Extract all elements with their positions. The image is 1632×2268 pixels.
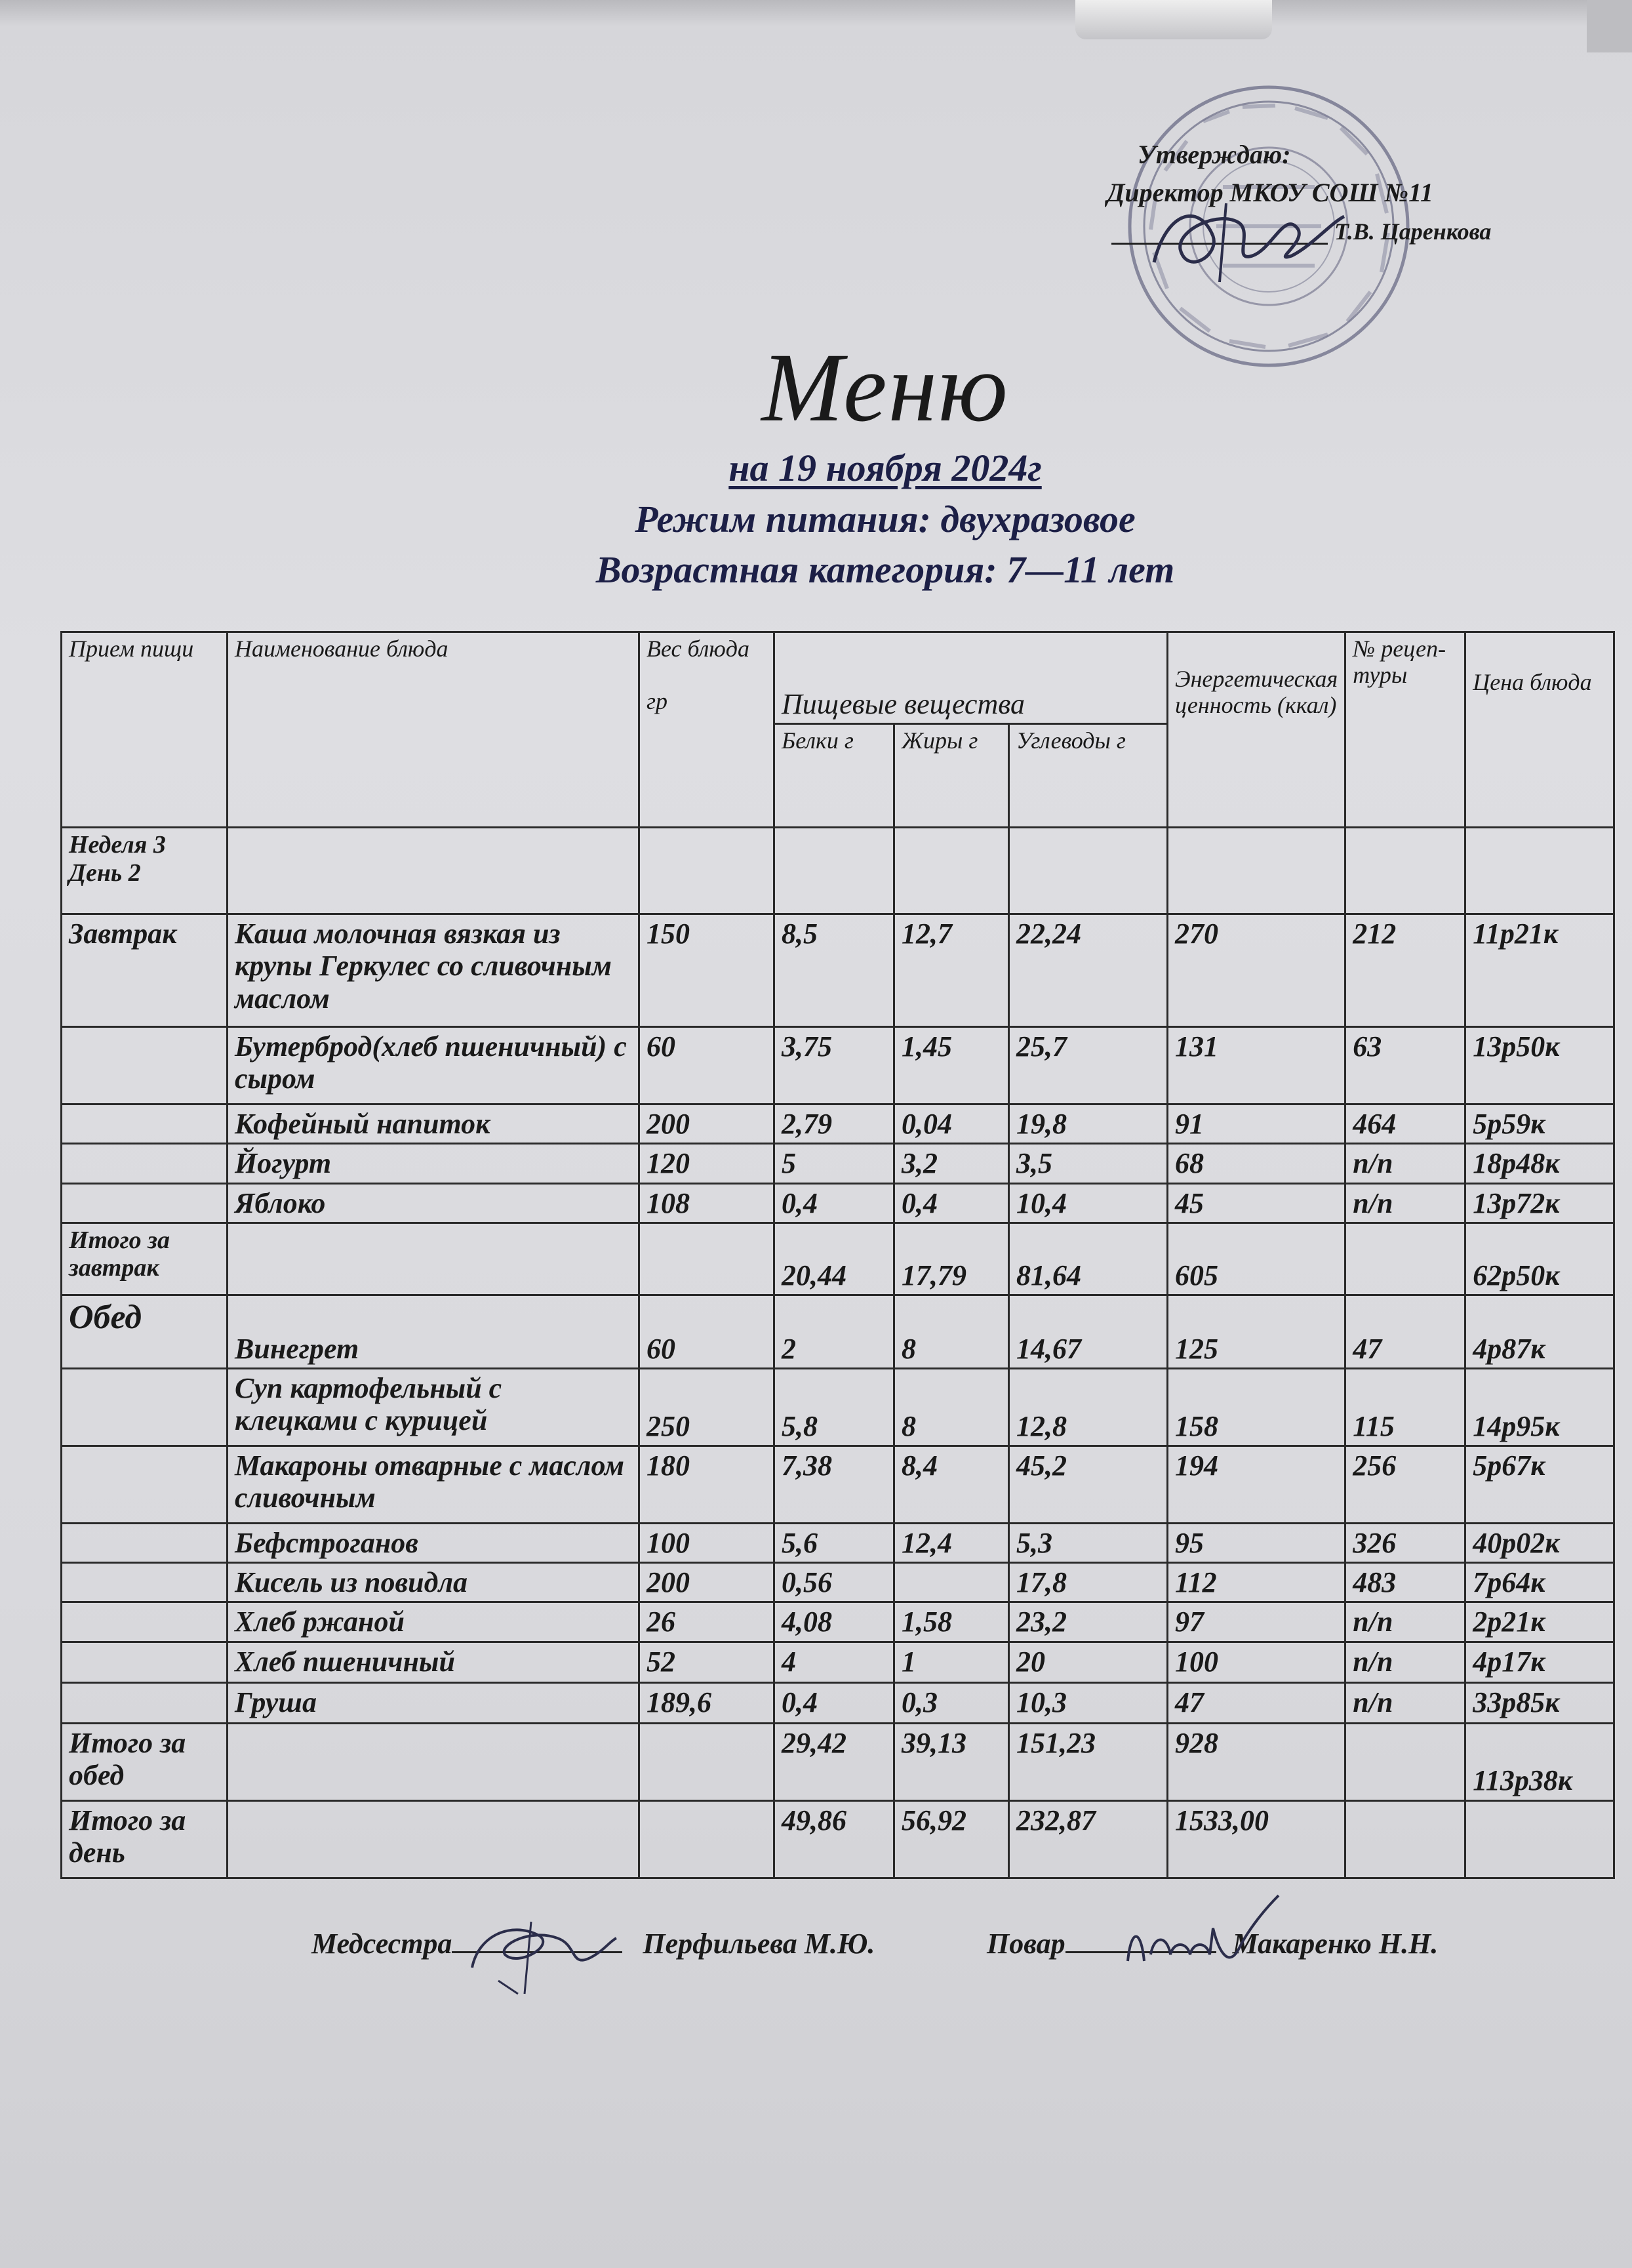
dish-weight: 100 [639,1523,774,1562]
dish-recipe: 63 [1345,1027,1465,1104]
dish-weight: 150 [639,914,774,1027]
dish-energy: 158 [1168,1368,1345,1446]
dish-weight: 180 [639,1446,774,1523]
table-row [62,1682,1614,1723]
breakfast-total-row [62,1223,1614,1295]
dish-weight: 200 [639,1104,774,1144]
table-row [62,1446,1614,1523]
breakfast-total-label: Итого за завтрак [62,1223,228,1295]
dish-weight: 189,6 [639,1682,774,1723]
dish-weight: 108 [639,1183,774,1223]
table-row [62,1027,1614,1104]
meal-label-lunch: Обед [62,1295,228,1368]
binder-edge [1587,0,1632,52]
nurse-name: Перфильева М.Ю. [643,1928,875,1960]
dish-name: Макароны отварные с маслом сливочным [228,1446,639,1523]
dish-protein: 4,08 [774,1602,894,1642]
dish-energy: 194 [1168,1446,1345,1523]
lunch-total-row [62,1723,1614,1800]
dish-energy: 91 [1168,1104,1345,1144]
dish-price: 11р21к [1465,914,1614,1027]
dish-carbs: 10,3 [1009,1682,1168,1723]
dish-weight: 60 [639,1295,774,1368]
dish-name: Винегрет [228,1295,639,1368]
dish-protein: 3,75 [774,1027,894,1104]
binder-clip [1075,0,1272,39]
dish-energy: 112 [1168,1563,1345,1602]
dish-protein: 5 [774,1144,894,1183]
header-weight-unit: гр [647,688,668,715]
dish-fat: 12,7 [894,914,1009,1027]
dish-recipe: п/п [1345,1183,1465,1223]
dish-fat: 3,2 [894,1144,1009,1183]
dish-carbs: 17,8 [1009,1563,1168,1602]
cook-signature [1115,1889,1285,2000]
day-label: День 2 [69,859,141,887]
table-row [62,1183,1614,1223]
dish-fat: 8 [894,1368,1009,1446]
menu-table [60,631,1615,1879]
day-total-row [62,1800,1614,1878]
meal-label-breakfast: Завтрак [62,914,228,1027]
dish-fat [894,1563,1009,1602]
dish-fat: 8 [894,1295,1009,1368]
dish-weight: 60 [639,1027,774,1104]
dish-name: Яблоко [228,1183,639,1223]
dish-weight: 250 [639,1368,774,1446]
dish-name: Бефстроганов [228,1523,639,1562]
menu-date: на 19 ноября 2024г [728,447,1042,489]
dish-price: 18р48к [1465,1144,1614,1183]
dish-price: 13р50к [1465,1027,1614,1104]
dish-energy: 270 [1168,914,1345,1027]
table-row [62,914,1614,1027]
paper-shadow [0,0,1632,26]
dish-protein: 5,8 [774,1368,894,1446]
lunch-total-label: Итого за обед [62,1723,228,1800]
dish-name: Каша молочная вязкая из крупы Геркулес со сливочным маслом [228,914,639,1027]
dish-carbs: 12,8 [1009,1368,1168,1446]
header-price: Цена блюда [1465,632,1614,828]
dish-carbs: 10,4 [1009,1183,1168,1223]
dish-energy: 97 [1168,1602,1345,1642]
dish-recipe: 47 [1345,1295,1465,1368]
header-fat: Жиры г [894,724,1009,828]
total-energy: 928 [1168,1723,1345,1800]
header-protein: Белки г [774,724,894,828]
dish-carbs: 3,5 [1009,1144,1168,1183]
dish-protein: 0,4 [774,1682,894,1723]
day-total-energy: 1533,00 [1168,1800,1345,1878]
dish-name: Суп картофельный с клецками с курицей [228,1368,639,1446]
dish-carbs: 20 [1009,1642,1168,1682]
table-row [62,1563,1614,1602]
dish-fat: 0,04 [894,1104,1009,1144]
table-row [62,1104,1614,1144]
director-signature [1141,184,1351,289]
dish-protein: 8,5 [774,914,894,1027]
day-total-carbs: 232,87 [1009,1800,1168,1878]
dish-recipe: 256 [1345,1446,1465,1523]
dish-price: 4р17к [1465,1642,1614,1682]
cook-name: Макаренко Н.Н. [1232,1928,1439,1960]
table-row [62,1368,1614,1446]
dish-price: 14р95к [1465,1368,1614,1446]
dish-carbs: 19,8 [1009,1104,1168,1144]
dish-name: Хлеб ржаной [228,1602,639,1642]
dish-energy: 47 [1168,1682,1345,1723]
dish-carbs: 5,3 [1009,1523,1168,1562]
total-price: 113р38к [1465,1723,1614,1800]
approval-name: Т.В. Царенкова [1334,218,1492,245]
dish-fat: 1 [894,1642,1009,1682]
dish-energy: 45 [1168,1183,1345,1223]
dish-fat: 8,4 [894,1446,1009,1523]
dish-weight: 120 [639,1144,774,1183]
dish-carbs: 23,2 [1009,1602,1168,1642]
age-category: Возрастная категория: 7—11 лет [595,548,1175,591]
dish-price: 5р59к [1465,1104,1614,1144]
dish-protein: 2,79 [774,1104,894,1144]
dish-protein: 7,38 [774,1446,894,1523]
dish-price: 40р02к [1465,1523,1614,1562]
approval-heading: Утверждаю: [1138,140,1291,169]
approval-position: Директор МКОУ СОШ №11 [1107,178,1433,207]
dish-name: Груша [228,1682,639,1723]
dish-name: Бутерброд(хлеб пшеничный) с сыром [228,1027,639,1104]
day-total-label: Итого за день [62,1800,228,1878]
day-total-fat: 56,92 [894,1800,1009,1878]
table-row [62,1295,1614,1368]
dish-fat: 1,45 [894,1027,1009,1104]
total-protein: 20,44 [774,1223,894,1295]
dish-price: 5р67к [1465,1446,1614,1523]
dish-recipe: 326 [1345,1523,1465,1562]
dish-protein: 0,56 [774,1563,894,1602]
dish-fat: 0,3 [894,1682,1009,1723]
day-total-protein: 49,86 [774,1800,894,1878]
dish-name: Хлеб пшеничный [228,1642,639,1682]
dish-weight: 200 [639,1563,774,1602]
dish-price: 33р85к [1465,1682,1614,1723]
dish-protein: 0,4 [774,1183,894,1223]
dish-recipe: п/п [1345,1642,1465,1682]
week-row [62,828,1614,914]
dish-price: 7р64к [1465,1563,1614,1602]
header-recipe: № рецеп-туры [1345,632,1465,828]
dish-recipe: 115 [1345,1368,1465,1446]
table-row [62,1523,1614,1562]
dish-carbs: 45,2 [1009,1446,1168,1523]
dish-carbs: 14,67 [1009,1295,1168,1368]
dish-price: 13р72к [1465,1183,1614,1223]
dish-fat: 12,4 [894,1523,1009,1562]
dish-weight: 52 [639,1642,774,1682]
header-weight-label: Вес блюда [647,636,749,662]
total-carbs: 81,64 [1009,1223,1168,1295]
dish-recipe: 212 [1345,914,1465,1027]
dish-carbs: 22,24 [1009,914,1168,1027]
dish-recipe: 483 [1345,1563,1465,1602]
dish-recipe: п/п [1345,1682,1465,1723]
nurse-signature [459,1909,623,2000]
dish-carbs: 25,7 [1009,1027,1168,1104]
table-row [62,1144,1614,1183]
total-carbs: 151,23 [1009,1723,1168,1800]
header-carbs: Углеводы г [1009,724,1168,828]
dish-recipe: п/п [1345,1602,1465,1642]
dish-recipe: п/п [1345,1144,1465,1183]
total-fat: 17,79 [894,1223,1009,1295]
header-dish: Наименование блюда [228,632,639,828]
dish-name: Кофейный напиток [228,1104,639,1144]
dish-price: 2р21к [1465,1602,1614,1642]
dish-energy: 100 [1168,1642,1345,1682]
dish-weight: 26 [639,1602,774,1642]
dish-fat: 1,58 [894,1602,1009,1642]
dish-price: 4р87к [1465,1295,1614,1368]
total-fat: 39,13 [894,1723,1009,1800]
header-nutrients: Пищевые вещества [774,632,1168,724]
table-row [62,1642,1614,1682]
header-energy: Энергетическая ценность (ккал) [1168,632,1345,828]
dish-energy: 68 [1168,1144,1345,1183]
dish-protein: 2 [774,1295,894,1368]
dish-name: Кисель из повидла [228,1563,639,1602]
dish-energy: 95 [1168,1523,1345,1562]
dish-protein: 5,6 [774,1523,894,1562]
total-price: 62р50к [1465,1223,1614,1295]
week-day-cell [62,828,228,914]
dish-protein: 4 [774,1642,894,1682]
header-meal: Прием пищи [62,632,228,828]
dish-energy: 125 [1168,1295,1345,1368]
week-label: Неделя 3 [69,831,166,859]
nurse-role: Медсестра [311,1928,452,1960]
dish-fat: 0,4 [894,1183,1009,1223]
table-row [62,1602,1614,1642]
total-energy: 605 [1168,1223,1345,1295]
document-title: Меню [761,333,1009,442]
header-weight [639,632,774,828]
total-protein: 29,42 [774,1723,894,1800]
cook-role: Повар [987,1928,1065,1960]
meal-mode: Режим питания: двухразовое [635,498,1136,540]
dish-energy: 131 [1168,1027,1345,1104]
dish-name: Йогурт [228,1144,639,1183]
dish-recipe: 464 [1345,1104,1465,1144]
